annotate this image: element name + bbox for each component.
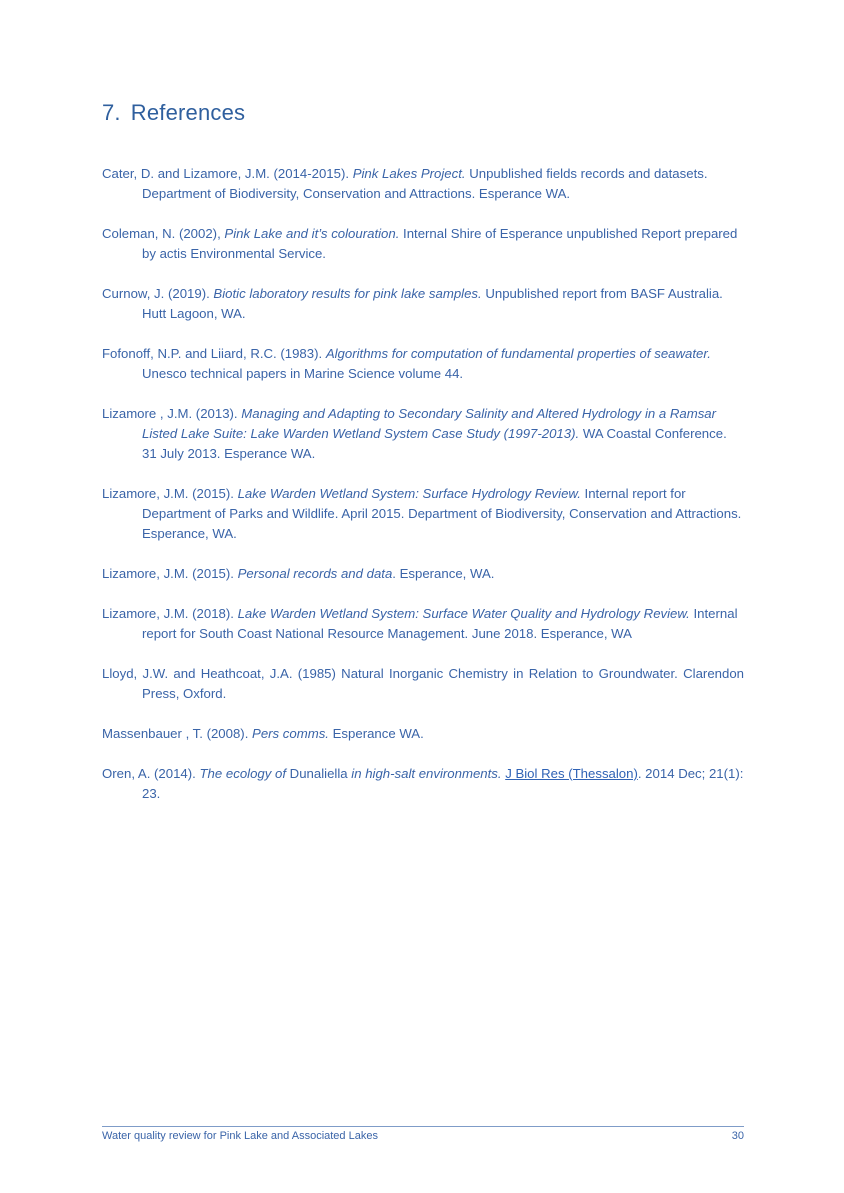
reference-item (102, 344, 744, 384)
reference-title: Personal records and data (237, 566, 393, 581)
reference-author-year: Coleman, N. (2002), (102, 226, 225, 241)
reference-details: Internal Shire of Esperance unpublished Report prepared by actis Environmental Service. (142, 226, 738, 261)
reference-title-part: The ecology of (199, 766, 287, 781)
reference-title: Biotic laboratory results for pink lake samples. (213, 286, 482, 301)
reference-title: Pink Lakes Project. (352, 166, 466, 181)
reference-genus: Dunaliella (286, 766, 352, 781)
journal-link[interactable]: J Biol Res (Thessalon) (505, 766, 638, 781)
reference-details: Unpublished report from BASF Australia. Hutt Lagoon, WA. (142, 286, 723, 321)
reference-item (102, 724, 744, 744)
reference-details: Internal report for South Coast National Resource Management. June 2018. Esperance, WA (142, 606, 738, 641)
reference-details: . 2014 Dec; 21(1): 23. (142, 766, 744, 801)
section-number: 7. (102, 100, 121, 125)
reference-author-year: Massenbauer , T. (2008). (102, 726, 253, 741)
reference-text: Lloyd, J.W. and Heathcoat, J.A. (1985) Natural Inorganic Chemistry in Relation to Groundwater. Clarendon Press, Oxford. (102, 666, 744, 701)
reference-title: Lake Warden Wetland System: Surface Hydrology Review. (237, 486, 581, 501)
footer-divider (102, 1126, 744, 1127)
reference-details: Unpublished fields records and datasets. Department of Biodiversity, Conservation and Attractions. Esperance WA. (142, 166, 708, 201)
reference-title: Lake Warden Wetland System: Surface Water Quality and Hydrology Review. (237, 606, 690, 621)
reference-list (102, 164, 744, 824)
footer-page-number: 30 (731, 1130, 744, 1142)
reference-author-year: Oren, A. (2014). (102, 766, 200, 781)
reference-title: Pers comms. (252, 726, 329, 741)
reference-title: Pink Lake and it’s colouration. (224, 226, 400, 241)
reference-author-year: Lizamore, J.M. (2018). (102, 606, 238, 621)
reference-item (102, 224, 744, 264)
reference-item (102, 284, 744, 324)
section-heading (102, 100, 245, 126)
reference-title-part: in high-salt environments. (351, 766, 502, 781)
section-title: References (130, 100, 246, 125)
reference-author-year: Lizamore, J.M. (2015). (102, 566, 238, 581)
reference-details: Esperance WA. (328, 726, 424, 741)
reference-item (102, 564, 744, 584)
reference-title: Managing and Adapting to Secondary Salinity and Altered Hydrology in a Ramsar Listed Lake Suite: Lake Warden Wetland System Case Study (1997-2013). (142, 406, 717, 441)
reference-item (102, 764, 744, 804)
reference-item (102, 604, 744, 644)
reference-author-year: Lizamore , J.M. (2013). (102, 406, 242, 421)
reference-author-year: Cater, D. and Lizamore, J.M. (2014-2015). (102, 166, 353, 181)
reference-details: WA Coastal Conference. 31 July 2013. Esperance WA. (142, 426, 727, 461)
reference-item (102, 164, 744, 204)
reference-item (102, 484, 744, 544)
reference-author-year: Fofonoff, N.P. and Liiard, R.C. (1983). (102, 346, 326, 361)
reference-title: Algorithms for computation of fundamental properties of seawater. (325, 346, 711, 361)
reference-details: . Esperance, WA. (392, 566, 495, 581)
reference-item (102, 664, 744, 704)
footer-document-title: Water quality review for Pink Lake and Associated Lakes (102, 1130, 378, 1142)
reference-author-year: Lizamore, J.M. (2015). (102, 486, 238, 501)
reference-author-year: Curnow, J. (2019). (102, 286, 214, 301)
reference-details: Unesco technical papers in Marine Science volume 44. (142, 366, 464, 381)
reference-item (102, 404, 744, 464)
reference-details: Internal report for Department of Parks and Wildlife. April 2015. Department of Biodiversity, Conservation and Attractions. Esperance, WA. (142, 486, 742, 541)
